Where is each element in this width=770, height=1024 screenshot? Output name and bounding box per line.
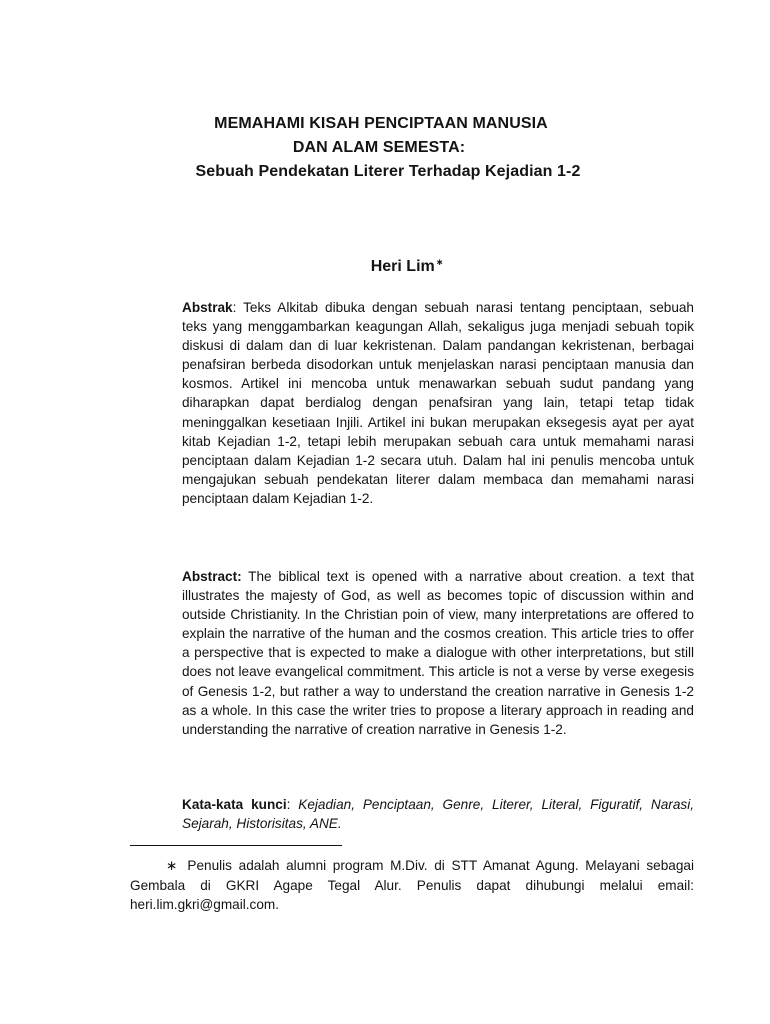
footnote-divider	[130, 845, 342, 846]
title-line-2: DAN ALAM SEMESTA:	[292, 139, 466, 156]
author-name: Heri Lim	[370, 258, 435, 275]
author-name-wrap	[371, 258, 444, 275]
author-footnote-mark: ∗	[435, 257, 444, 267]
keywords-label: Kata-kata kunci	[182, 797, 287, 812]
abstrak-text: : Teks Alkitab dibuka dengan sebuah narasi tentang penciptaan, sebuah teks yang menggambarkan keagungan Allah, sekaligus juga menjadi sebuah topik diskusi di dalam dan di luar kekristenan. Dalam pandangan kekristenan, berbagai penafsiran berbeda disodorkan untuk menjelaskan narasi penciptaan manusia dan kosmos. Artikel ini mencoba untuk menawarkan sebuah sudut pandang yang diharapkan dapat berdialog dengan penafsiran yang lain, tetapi tetap tidak meninggalkan kesetiaan Injili. Artikel ini bukan merupakan eksegesis ayat per ayat kitab Kejadian 1-2, tetapi lebih merupakan sebuah cara untuk memahami narasi penciptaan dalam Kejadian 1-2 secara utuh. Dalam hal ini penulis mencoba untuk mengajukan sebuah pendekatan literer dalam membaca dan memahami narasi penciptaan dalam Kejadian 1-2.	[182, 300, 694, 506]
abstrak-label: Abstrak	[182, 300, 233, 315]
footnote-text: Penulis adalah alumni program M.Div. di STT Amanat Agung. Melayani sebagai Gembala di GKRI Agape Tegal Alur. Penulis dapat dihubungi melalui email: heri.lim.gkri@gmail.com.	[130, 858, 694, 913]
author-byline	[0, 250, 770, 279]
abstract-text: The biblical text is opened with a narrative about creation. a text that illustrates the majesty of God, as well as becomes topic of discussion within and outside Christianity. In the Christian poin of view, many interpretations are offered to explain the narrative of the human and the cosmos creation. This article tries to offer a perspective that is expected to make a dialogue with other interpretations, but still does not leave evangelical commitment. This article is not a verse by verse exegesis of Genesis 1-2, but rather a way to understand the creation narrative in Genesis 1-2 as a whole. In this case the writer tries to propose a literary approach in reading and understanding the narrative of creation narrative in Genesis 1-2.	[182, 569, 694, 737]
abstrak-paragraph	[182, 298, 694, 508]
article-subtitle: Sebuah Pendekatan Literer Terhadap Kejadian 1-2	[195, 163, 581, 180]
keywords-separator: :	[286, 797, 299, 812]
title-line-1: MEMAHAMI KISAH PENCIPTAAN MANUSIA	[214, 115, 548, 132]
keywords-terms: Kejadian, Penciptaan, Genre, Literer, Literal, Figuratif, Narasi, Sejarah, Historisitas, ANE.	[182, 797, 694, 832]
footnote-mark: ∗	[166, 858, 178, 873]
abstract-label: Abstract:	[182, 569, 242, 584]
keywords-paragraph	[182, 795, 694, 833]
abstract-paragraph	[182, 567, 694, 739]
article-title	[0, 112, 770, 184]
author-footnote	[130, 856, 694, 915]
